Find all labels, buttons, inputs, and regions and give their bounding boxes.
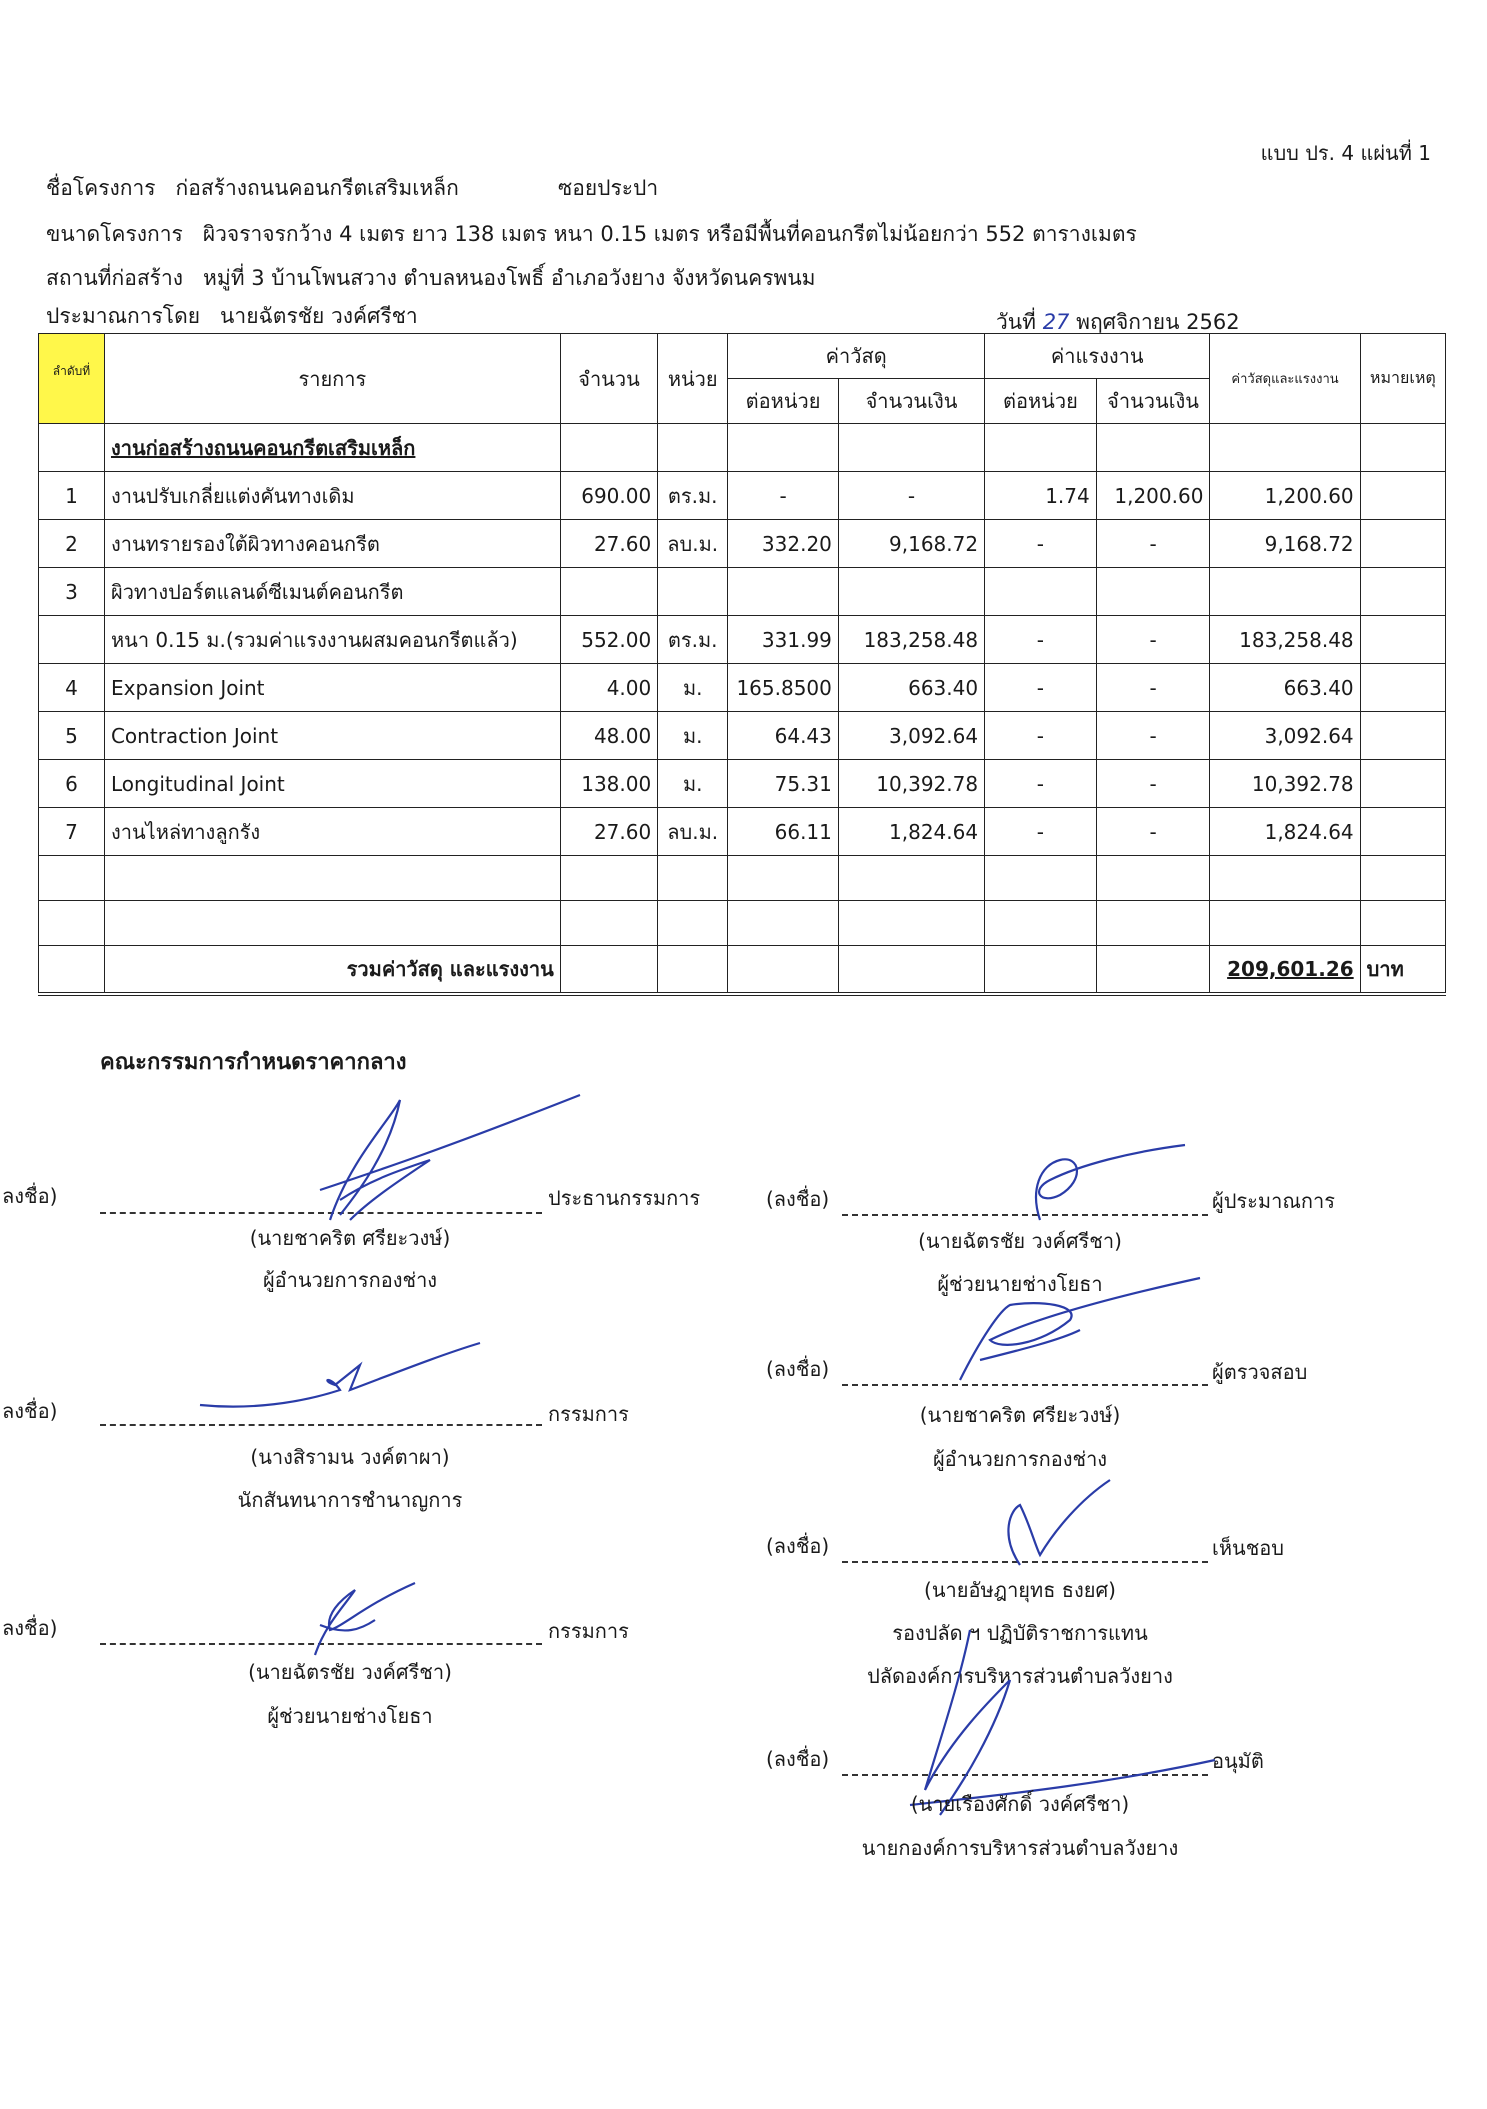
cell-l-amt: - xyxy=(1096,520,1210,568)
form-id: แบบ ปร. 4 แผ่นที่ 1 xyxy=(1260,141,1431,165)
cell-l-amt: - xyxy=(1096,760,1210,808)
table-row xyxy=(39,472,1446,520)
signer-position: ผู้ช่วยนายช่างโยธา xyxy=(937,1272,1103,1296)
cell-remark xyxy=(1360,472,1445,520)
project-name-label: ชื่อโครงการ xyxy=(46,176,156,200)
table-row-section xyxy=(39,424,1446,472)
header-qty: จำนวน xyxy=(560,334,657,424)
cell-no: 7 xyxy=(39,808,105,856)
project-name-value: ก่อสร้างถนนคอนกรีตเสริมเหล็ก xyxy=(175,176,459,200)
signer-name: (นายฉัตรชัย วงค์ศรีชา) xyxy=(918,1229,1122,1253)
sign-label: ลงชื่อ) xyxy=(2,1616,58,1640)
table-row-blank xyxy=(39,901,1446,946)
project-size-label: ขนาดโครงการ xyxy=(46,222,183,246)
cell-no: 2 xyxy=(39,520,105,568)
signature-scribble xyxy=(960,1475,1120,1575)
role-label: กรรมการ xyxy=(548,1619,629,1643)
signer-position: นายกองค์การบริหารส่วนตำบลวังยาง xyxy=(861,1836,1179,1860)
cell-total: 3,092.64 xyxy=(1210,712,1360,760)
cell-item: Contraction Joint xyxy=(104,712,560,760)
signer-name: (นางสิรามน วงค์ตาผา) xyxy=(250,1445,450,1469)
role-label: ผู้ประมาณการ xyxy=(1212,1189,1335,1213)
cell-l-unit: - xyxy=(985,664,1097,712)
cell-qty: 690.00 xyxy=(560,472,657,520)
header-material-per-unit: ต่อหน่วย xyxy=(728,379,839,424)
cell-l-unit: - xyxy=(985,520,1097,568)
cell-qty: 48.00 xyxy=(560,712,657,760)
cell-l-unit: 1.74 xyxy=(985,472,1097,520)
project-name-row xyxy=(46,172,459,205)
signer-name: (นายชาคริต ศรียะวงษ์) xyxy=(249,1226,451,1250)
header-material-amount: จำนวนเงิน xyxy=(838,379,984,424)
cell-qty xyxy=(560,568,657,616)
cell-remark xyxy=(1360,616,1445,664)
cell-qty: 27.60 xyxy=(560,808,657,856)
cell-m-unit: 64.43 xyxy=(728,712,839,760)
cell-l-unit: - xyxy=(985,616,1097,664)
cell-l-amt: - xyxy=(1096,712,1210,760)
header-material: ค่าวัสดุ xyxy=(728,334,985,379)
sign-label: (ลงชื่อ) xyxy=(766,1534,830,1558)
signer-name: (นายอัษฎายุทธ ธงยศ) xyxy=(924,1578,1116,1602)
cell-total xyxy=(1210,568,1360,616)
cell-total: 9,168.72 xyxy=(1210,520,1360,568)
estimator-label: ประมาณการโดย xyxy=(46,304,201,328)
cell-m-amt: 10,392.78 xyxy=(838,760,984,808)
cell-item: งานทรายรองใต้ผิวทางคอนกรีต xyxy=(104,520,560,568)
cell-unit: ลบ.ม. xyxy=(658,808,728,856)
cell-m-unit xyxy=(728,568,839,616)
signature-scribble xyxy=(190,1335,490,1425)
table-row xyxy=(39,616,1446,664)
section-title: งานก่อสร้างถนนคอนกรีตเสริมเหล็ก xyxy=(104,424,560,472)
cell-qty: 4.00 xyxy=(560,664,657,712)
header-labor-per-unit: ต่อหน่วย xyxy=(985,379,1097,424)
cell-m-unit: - xyxy=(728,472,839,520)
cell-m-unit: 331.99 xyxy=(728,616,839,664)
cell-l-unit: - xyxy=(985,712,1097,760)
role-label: เห็นชอบ xyxy=(1212,1536,1284,1560)
grand-total: 209,601.26 xyxy=(1210,946,1360,994)
cell-remark xyxy=(1360,664,1445,712)
signer-position: ผู้อำนวยการกองช่าง xyxy=(262,1268,438,1292)
project-soi: ซอยประปา xyxy=(558,176,659,200)
signer-name: (นายชาคริต ศรียะวงษ์) xyxy=(919,1403,1121,1427)
cell-m-unit: 75.31 xyxy=(728,760,839,808)
estimator-value: นายฉัตรชัย วงค์ศรีชา xyxy=(220,304,418,328)
sign-label: (ลงชื่อ) xyxy=(766,1747,830,1771)
currency: บาท xyxy=(1360,946,1445,994)
cell-l-amt: - xyxy=(1096,808,1210,856)
project-site-value: หมู่ที่ 3 บ้านโพนสวาง ตำบลหนองโพธิ์ อำเภอวังยาง จังหวัดนครพนม xyxy=(203,266,816,290)
sign-label: (ลงชื่อ) xyxy=(766,1187,830,1211)
table-row xyxy=(39,664,1446,712)
cell-remark xyxy=(1360,760,1445,808)
committee-title: คณะกรรมการกำหนดราคากลาง xyxy=(100,1050,407,1075)
cell-l-amt: 1,200.60 xyxy=(1096,472,1210,520)
header-no: ลำดับที่ xyxy=(39,334,105,424)
cell-no: 6 xyxy=(39,760,105,808)
cell-unit: ตร.ม. xyxy=(658,472,728,520)
signature-scribble xyxy=(280,1080,590,1230)
cell-no xyxy=(39,616,105,664)
signer-position: ผู้อำนวยการกองช่าง xyxy=(932,1447,1108,1471)
header-item: รายการ xyxy=(104,334,560,424)
cell-item: Expansion Joint xyxy=(104,664,560,712)
cell-remark xyxy=(1360,808,1445,856)
date-prefix: วันที่ xyxy=(996,310,1036,334)
table-row-total xyxy=(39,946,1446,994)
cell-unit: ม. xyxy=(658,712,728,760)
cell-no: 4 xyxy=(39,664,105,712)
cell-remark xyxy=(1360,520,1445,568)
cell-l-unit: - xyxy=(985,808,1097,856)
cell-m-amt: 3,092.64 xyxy=(838,712,984,760)
cell-unit: ม. xyxy=(658,664,728,712)
cell-total: 663.40 xyxy=(1210,664,1360,712)
cell-no: 3 xyxy=(39,568,105,616)
table-row xyxy=(39,712,1446,760)
cell-m-unit: 332.20 xyxy=(728,520,839,568)
cell-item: หนา 0.15 ม.(รวมค่าแรงงานผสมคอนกรีตแล้ว) xyxy=(104,616,560,664)
cell-m-amt: 9,168.72 xyxy=(838,520,984,568)
cell-item: Longitudinal Joint xyxy=(104,760,560,808)
table-row-blank xyxy=(39,856,1446,901)
header-labor-amount: จำนวนเงิน xyxy=(1096,379,1210,424)
role-label: กรรมการ xyxy=(548,1402,629,1426)
cell-unit: ตร.ม. xyxy=(658,616,728,664)
cell-unit: ลบ.ม. xyxy=(658,520,728,568)
signer-position-2: ปลัดองค์การบริหารส่วนตำบลวังยาง xyxy=(867,1664,1173,1688)
cell-m-amt: 183,258.48 xyxy=(838,616,984,664)
cell-item: ผิวทางปอร์ตแลนด์ซีเมนต์คอนกรีต xyxy=(104,568,560,616)
date-day: 27 xyxy=(1042,310,1070,334)
cell-m-amt: - xyxy=(838,472,984,520)
cell-m-amt xyxy=(838,568,984,616)
role-label: ประธานกรรมการ xyxy=(548,1186,701,1210)
role-label: อนุมัติ xyxy=(1212,1749,1264,1773)
cell-l-amt: - xyxy=(1096,664,1210,712)
signature-scribble xyxy=(950,1270,1210,1390)
table-row xyxy=(39,520,1446,568)
cell-remark xyxy=(1360,712,1445,760)
cost-table xyxy=(38,333,1446,996)
date-rest: พฤศจิกายน 2562 xyxy=(1076,310,1240,334)
cell-item: งานไหล่ทางลูกรัง xyxy=(104,808,560,856)
table-row xyxy=(39,760,1446,808)
signer-name: (นายเรืองศักดิ์ วงค์ศรีชา) xyxy=(910,1792,1130,1816)
cell-m-unit: 165.8500 xyxy=(728,664,839,712)
header-total: ค่าวัสดุและแรงงาน xyxy=(1210,334,1360,424)
cell-unit: ม. xyxy=(658,760,728,808)
cell-qty: 552.00 xyxy=(560,616,657,664)
cell-total: 10,392.78 xyxy=(1210,760,1360,808)
cell-l-unit: - xyxy=(985,760,1097,808)
signature-scribble xyxy=(285,1575,425,1660)
role-label: ผู้ตรวจสอบ xyxy=(1212,1360,1308,1384)
estimator-row xyxy=(46,300,418,333)
project-site-label: สถานที่ก่อสร้าง xyxy=(46,266,183,290)
cell-total: 183,258.48 xyxy=(1210,616,1360,664)
project-size-row xyxy=(46,218,1137,251)
cell-item: งานปรับเกลี่ยแต่งคันทางเดิม xyxy=(104,472,560,520)
cell-total: 1,824.64 xyxy=(1210,808,1360,856)
cell-l-amt xyxy=(1096,568,1210,616)
cell-total: 1,200.60 xyxy=(1210,472,1360,520)
cell-m-amt: 663.40 xyxy=(838,664,984,712)
sign-label: (ลงชื่อ) xyxy=(766,1357,830,1381)
project-size-value: ผิวจราจรกว้าง 4 เมตร ยาว 138 เมตร หนา 0.15 เมตร หรือมีพื้นที่คอนกรีตไม่น้อยกว่า 552 ตารางเมตร xyxy=(202,222,1137,246)
header-labor: ค่าแรงงาน xyxy=(985,334,1210,379)
signer-name: (นายฉัตรชัย วงค์ศรีชา) xyxy=(248,1660,452,1684)
total-label: รวมค่าวัสดุ และแรงงาน xyxy=(104,946,560,994)
cell-m-unit: 66.11 xyxy=(728,808,839,856)
cell-remark xyxy=(1360,568,1445,616)
table-row xyxy=(39,568,1446,616)
header-unit: หน่วย xyxy=(658,334,728,424)
signer-position: นักสันทนาการชำนาญการ xyxy=(237,1488,463,1512)
sign-label: ลงชื่อ) xyxy=(2,1399,58,1423)
cell-no: 1 xyxy=(39,472,105,520)
signer-position: ผู้ช่วยนายช่างโยธา xyxy=(267,1704,433,1728)
cell-unit xyxy=(658,568,728,616)
signature-scribble xyxy=(1000,1140,1190,1230)
cell-m-amt: 1,824.64 xyxy=(838,808,984,856)
cell-l-unit xyxy=(985,568,1097,616)
cell-qty: 138.00 xyxy=(560,760,657,808)
signer-position: รองปลัด ฯ ปฏิบัติราชการแทน xyxy=(892,1621,1148,1645)
cell-l-amt: - xyxy=(1096,616,1210,664)
table-row xyxy=(39,808,1446,856)
cell-no: 5 xyxy=(39,712,105,760)
header-remark: หมายเหตุ xyxy=(1360,334,1445,424)
project-site-row xyxy=(46,262,816,295)
sign-label: ลงชื่อ) xyxy=(2,1184,58,1208)
cell-qty: 27.60 xyxy=(560,520,657,568)
